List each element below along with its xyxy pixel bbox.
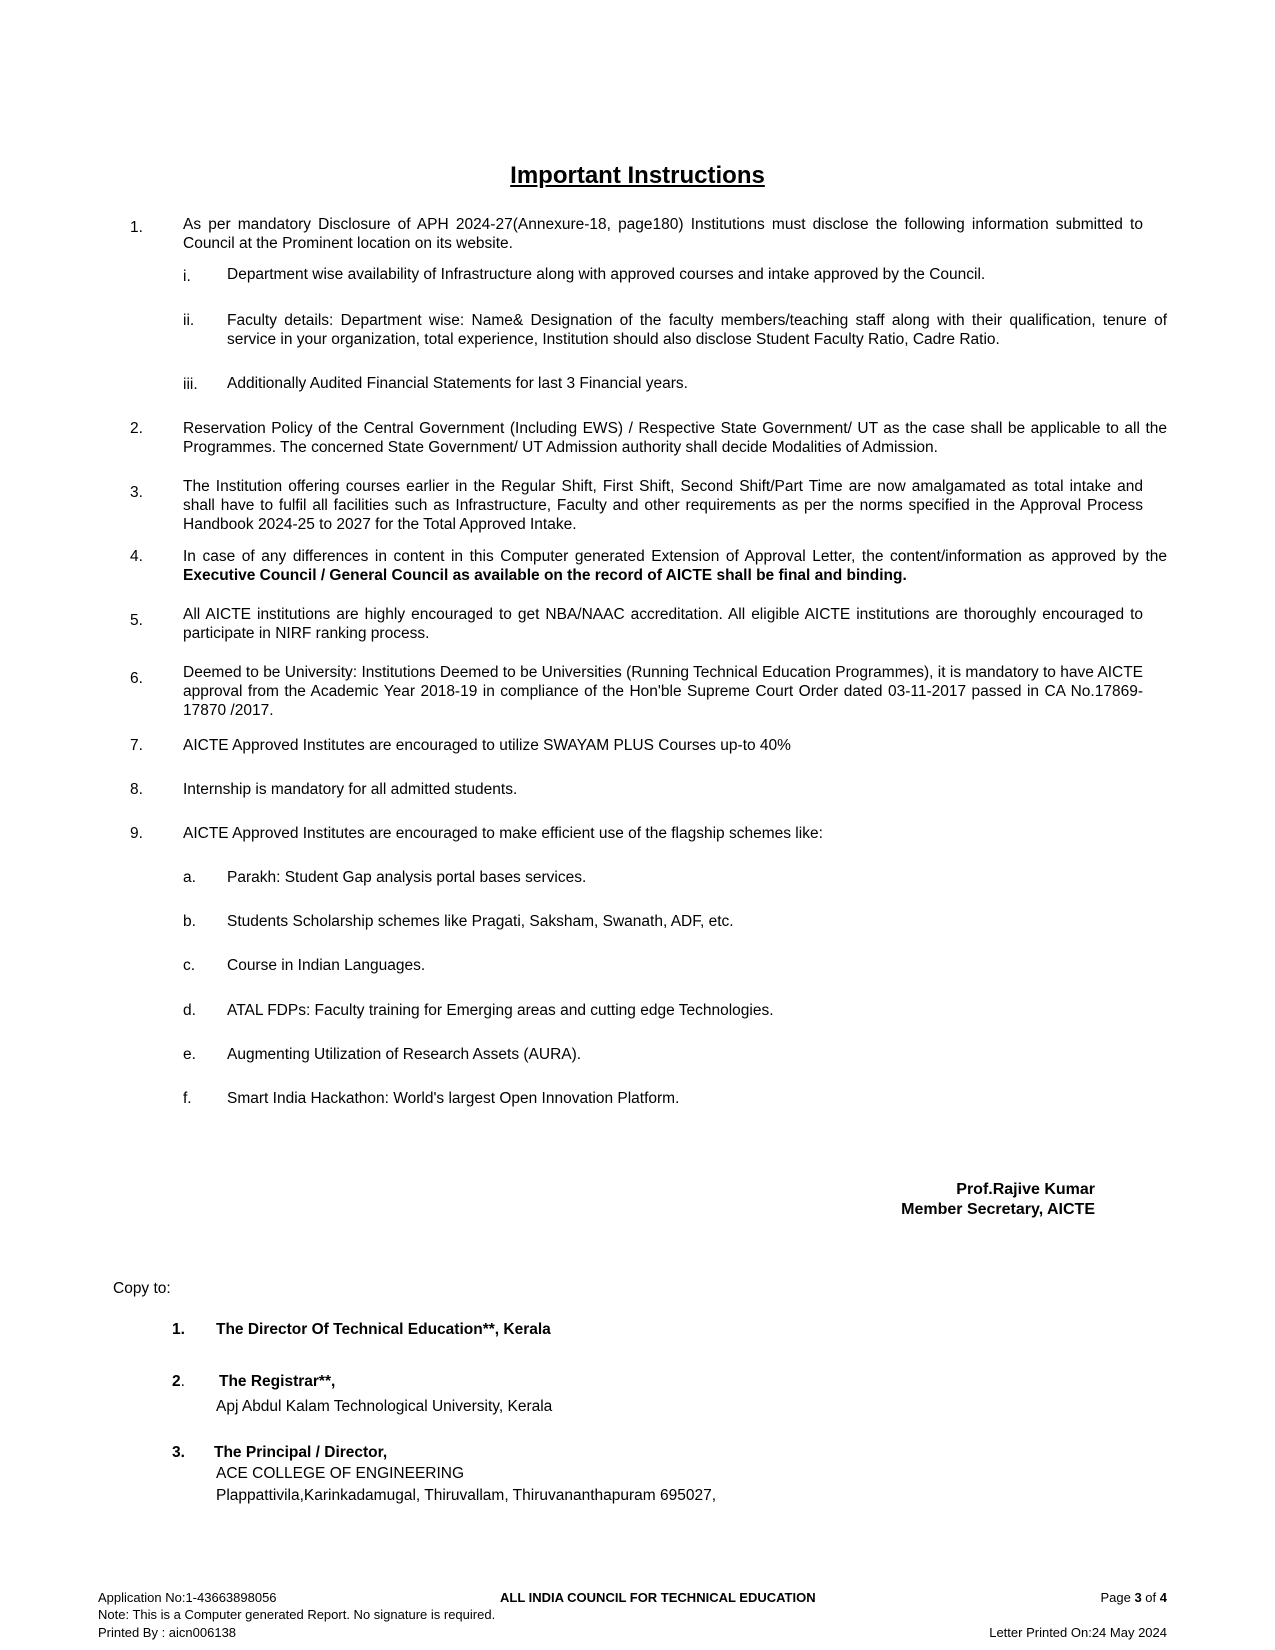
footer-page-number — [1100, 1589, 1167, 1606]
item-number: 7. — [130, 737, 143, 754]
copy-number-value: 2 — [172, 1373, 181, 1390]
footer-application-no: Application No:1-43663898056 — [98, 1590, 277, 1605]
footer-page-of: of — [1141, 1590, 1160, 1605]
sub-item-number: c. — [183, 957, 196, 974]
instruction-1-i: Department wise availability of Infrastructure along with approved courses and intake approved by the Council. — [227, 266, 986, 283]
copy-number — [172, 1371, 185, 1392]
instruction-9-f: Smart India Hackathon: World's largest Open Innovation Platform. — [227, 1090, 680, 1107]
instruction-4-text: In case of any differences in content in this Computer generated Extension of Approval Letter, the content/information as approved by the — [183, 548, 1167, 565]
copy-number: 3. — [172, 1444, 185, 1461]
sub-item-number: e. — [183, 1046, 196, 1063]
item-number: 1. — [130, 219, 143, 236]
copy-recipient-2: The Registrar**, — [219, 1373, 336, 1390]
instruction-9-d: ATAL FDPs: Faculty training for Emerging areas and cutting edge Technologies. — [227, 1002, 774, 1019]
instruction-1-iii: Additionally Audited Financial Statements for last 3 Financial years. — [227, 375, 688, 392]
copy-number-dot: . — [180, 1373, 185, 1390]
copy-recipient-3-address: Plappattivila,Karinkadamugal, Thiruvallam, Thiruvananthapuram 695027, — [216, 1487, 717, 1504]
instruction-5: All AICTE institutions are highly encouraged to get NBA/NAAC accreditation. All eligible AICTE institutions are thoroughly encouraged to participate in NIRF ranking process. — [183, 606, 1143, 642]
instruction-4 — [183, 547, 1167, 585]
instruction-9-a: Parakh: Student Gap analysis portal bases services. — [227, 869, 587, 886]
signatory-designation: Member Secretary, AICTE — [901, 1201, 1095, 1218]
instruction-9: AICTE Approved Institutes are encouraged to make efficient use of the flagship schemes like: — [183, 825, 823, 842]
copy-number: 1. — [172, 1321, 185, 1338]
item-number: 9. — [130, 825, 143, 842]
instruction-3: The Institution offering courses earlier in the Regular Shift, First Shift, Second Shift/Part Time are now amalgamated as total intake and shall have to fulfil all facilities such as Infrastructure, Faculty and other requirements as per the norms specified in the Approval Process Handbook 2024-25 to 2027 for the Total Approved Intake. — [183, 478, 1143, 533]
instruction-6: Deemed to be University: Institutions Deemed to be Universities (Running Technical Education Programmes), it is mandatory to have AICTE approval from the Academic Year 2018-19 in compliance of the Hon'ble Supreme Court Order dated 03-11-2017 passed in CA No.17869- 17870 /2017. — [183, 664, 1143, 719]
instruction-8: Internship is mandatory for all admitted students. — [183, 781, 518, 798]
copy-recipient-1: The Director Of Technical Education**, Kerala — [216, 1321, 551, 1338]
instruction-9-e: Augmenting Utilization of Research Assets (AURA). — [227, 1046, 582, 1063]
instruction-7: AICTE Approved Institutes are encouraged to utilize SWAYAM PLUS Courses up-to 40% — [183, 737, 791, 754]
sub-item-number: iii. — [183, 376, 198, 393]
copy-recipient-3: The Principal / Director, — [214, 1444, 388, 1461]
item-number: 4. — [130, 548, 143, 565]
item-number: 6. — [130, 670, 143, 687]
footer-page-prefix: Page — [1100, 1590, 1135, 1605]
instruction-1-ii: Faculty details: Department wise: Name& Designation of the faculty members/teaching staff along with their qualification, tenure of service in your organization, total experience, Institution should also disclose Student Faculty Ratio, Cadre Ratio. — [227, 312, 1167, 348]
item-number: 3. — [130, 484, 143, 501]
footer-printed-by: Printed By : aicn006138 — [98, 1625, 237, 1640]
footer-page-current: 3 — [1134, 1590, 1142, 1605]
item-number: 5. — [130, 612, 143, 629]
page-title: Important Instructions — [510, 162, 765, 189]
sub-item-number: d. — [183, 1002, 196, 1019]
copy-recipient-3-institution: ACE COLLEGE OF ENGINEERING — [216, 1465, 465, 1482]
footer-council-name: ALL INDIA COUNCIL FOR TECHNICAL EDUCATION — [500, 1590, 816, 1605]
sub-item-number: ii. — [183, 312, 195, 329]
instruction-9-c: Course in Indian Languages. — [227, 957, 426, 974]
item-number: 8. — [130, 781, 143, 798]
instruction-4-bold-text: Executive Council / General Council as available on the record of AICTE shall be final and binding. — [183, 567, 907, 584]
signatory-name: Prof.Rajive Kumar — [956, 1181, 1095, 1198]
instruction-2: Reservation Policy of the Central Government (Including EWS) / Respective State Government/ UT as the case shall be applicable to all the Programmes. The concerned State Government/ UT Admission authority shall decide Modalities of Admission. — [183, 420, 1167, 456]
instruction-9-b: Students Scholarship schemes like Pragati, Saksham, Swanath, ADF, etc. — [227, 913, 734, 930]
item-number: 2. — [130, 420, 143, 437]
instruction-1: As per mandatory Disclosure of APH 2024-27(Annexure-18, page180) Institutions must disclose the following information submitted to Council at the Prominent location on its website. — [183, 216, 1143, 252]
copy-recipient-2-address: Apj Abdul Kalam Technological University, Kerala — [216, 1398, 553, 1415]
sub-item-number: i. — [183, 268, 191, 285]
footer-page-total: 4 — [1159, 1590, 1167, 1605]
sub-item-number: b. — [183, 913, 196, 930]
copy-to-label: Copy to: — [113, 1280, 171, 1297]
footer-note: Note: This is a Computer generated Report. No signature is required. — [98, 1607, 496, 1622]
sub-item-number: a. — [183, 869, 196, 886]
footer-printed-on: Letter Printed On:24 May 2024 — [989, 1625, 1167, 1640]
sub-item-number: f. — [183, 1090, 192, 1107]
